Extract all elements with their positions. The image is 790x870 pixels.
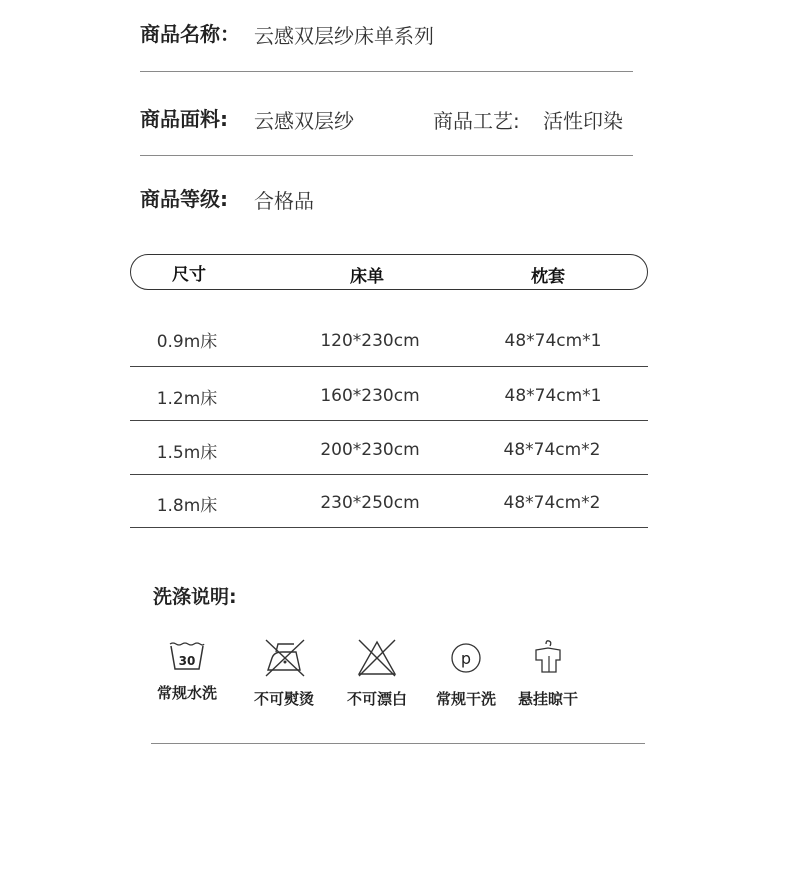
cell-pillowcase: 48*74cm*1 xyxy=(504,331,602,351)
wash-item xyxy=(142,638,232,703)
divider xyxy=(140,155,633,156)
dry-clean-mark: p xyxy=(460,649,472,668)
wash-item xyxy=(421,638,511,709)
header-bedsheet: 床单 xyxy=(350,267,384,287)
header-pillowcase: 枕套 xyxy=(531,267,565,287)
divider xyxy=(140,71,633,72)
wash-title: 洗涤说明: xyxy=(153,586,237,608)
wash-item xyxy=(239,638,329,709)
wash-item xyxy=(503,638,593,709)
fabric-label: 商品面料: xyxy=(140,107,228,131)
table-row xyxy=(130,421,648,475)
product-name-value: 云感双层纱床单系列 xyxy=(254,24,434,48)
wash-label: 常规水洗 xyxy=(156,684,217,702)
wash-basin-icon xyxy=(167,638,207,672)
table-row xyxy=(130,313,648,367)
craft-value: 活性印染 xyxy=(543,109,623,133)
fabric-value: 云感双层纱 xyxy=(254,109,354,133)
dry-clean-icon xyxy=(446,638,486,678)
wash-temp: 30 xyxy=(178,654,196,668)
grade-label: 商品等级: xyxy=(140,187,228,211)
divider xyxy=(151,743,645,744)
wash-label: 常规干洗 xyxy=(435,690,496,708)
row-divider xyxy=(130,527,648,528)
wash-item xyxy=(332,638,422,709)
cell-bedsheet: 200*230cm xyxy=(320,440,420,460)
table-row xyxy=(130,474,648,528)
cell-bedsheet: 120*230cm xyxy=(320,331,420,351)
no-bleach-icon xyxy=(355,638,399,678)
grade-value: 合格品 xyxy=(254,189,314,213)
size-table-header xyxy=(130,254,648,290)
cell-size: 1.2m床 xyxy=(156,389,218,409)
cell-pillowcase: 48*74cm*2 xyxy=(503,493,601,513)
hang-dry-icon xyxy=(528,638,568,678)
cell-pillowcase: 48*74cm*1 xyxy=(504,386,602,406)
wash-label: 不可熨烫 xyxy=(253,690,314,708)
wash-label: 悬挂晾干 xyxy=(517,690,578,708)
cell-size: 1.8m床 xyxy=(156,496,218,516)
cell-size: 0.9m床 xyxy=(156,332,218,352)
no-iron-icon xyxy=(262,638,306,678)
wash-label: 不可漂白 xyxy=(346,690,407,708)
header-size: 尺寸 xyxy=(172,265,206,285)
table-row xyxy=(130,367,648,421)
cell-size: 1.5m床 xyxy=(156,443,218,463)
product-name-label: 商品名称： xyxy=(140,22,240,46)
cell-bedsheet: 160*230cm xyxy=(320,386,420,406)
cell-bedsheet: 230*250cm xyxy=(320,493,420,513)
craft-label: 商品工艺: xyxy=(433,109,520,133)
cell-pillowcase: 48*74cm*2 xyxy=(503,440,601,460)
